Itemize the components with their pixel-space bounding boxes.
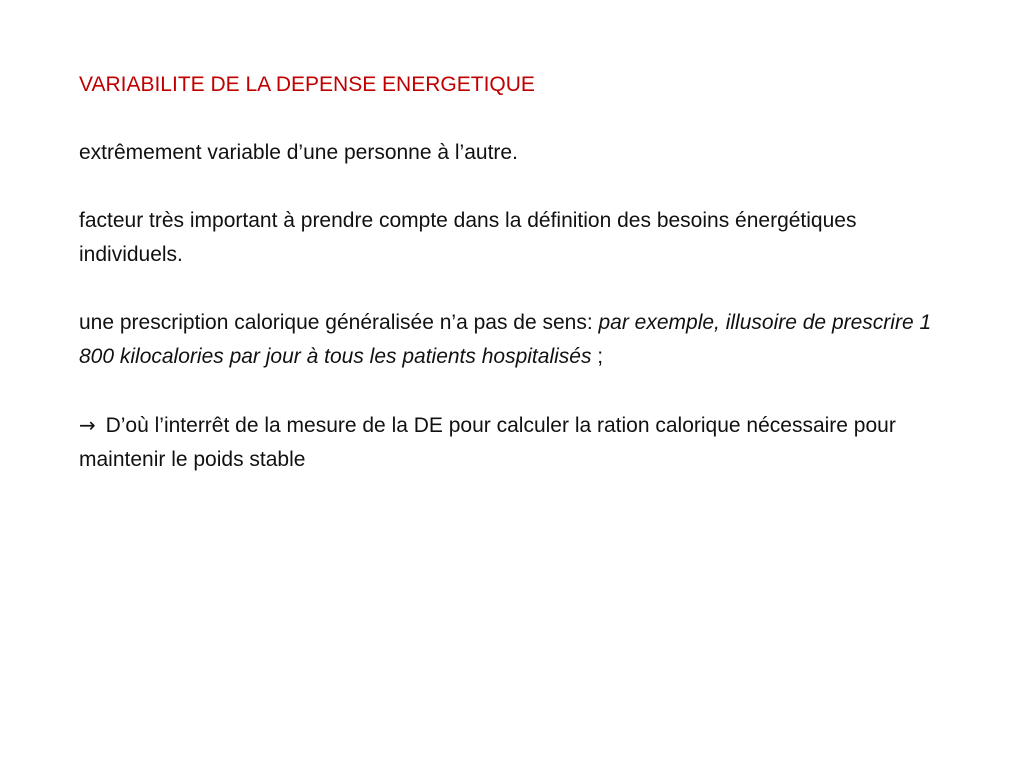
prescription-end: ; — [591, 345, 604, 368]
slide-content — [79, 68, 959, 477]
paragraph-conclusion — [79, 408, 959, 477]
prescription-text: une prescription calorique généralisée n’a pas de sens: — [79, 311, 599, 334]
prescription-example: par exemple, illusoire de prescrire 1 800 kilocalories par jour à tous les patients hospitalisés — [79, 311, 932, 368]
paragraph-variability: extrêmement variable d’une personne à l’autre. — [79, 141, 518, 164]
slide-title: VARIABILITE DE LA DEPENSE ENERGETIQUE — [79, 73, 535, 96]
conclusion-text: D’où l’interrêt de la mesure de la DE pour calculer la ration calorique nécessaire pour maintenir le poids stable — [79, 414, 896, 471]
paragraph-prescription — [79, 306, 959, 374]
right-arrow-icon: → — [79, 413, 96, 437]
paragraph-important-factor: facteur très important à prendre compte dans la définition des besoins énergétiques individuels. — [79, 209, 857, 266]
